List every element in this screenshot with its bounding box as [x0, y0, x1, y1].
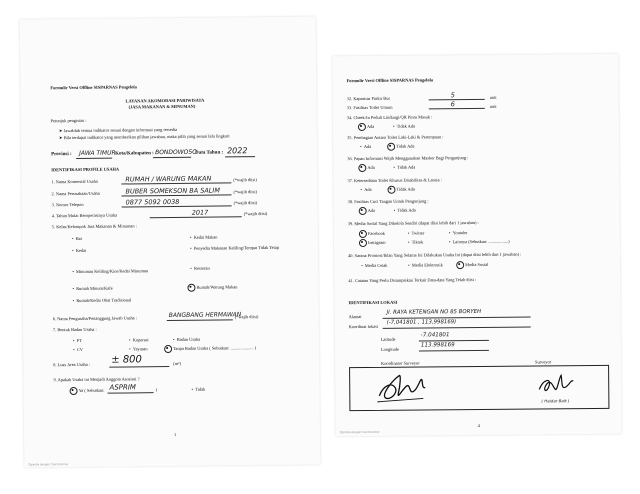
- q39-tiktok: • Tiktok: [407, 239, 424, 245]
- q35-no: Tidak Ada: [396, 143, 415, 149]
- q5-option-minuman: • Minuman Keliling/Kios/Kedai Minuman: [72, 268, 149, 275]
- q38-label: 38. Fasilitas Cuci Tangan Untuk Pengunjung :: [347, 198, 429, 205]
- form-page-1: Formulir Versi Offline SISPARNAS Pengelola LAYANAN AKOMODASI PARIWISATA (JASA MAKANAN & MINUMAN) Petunjuk pengisian : ➤ Jawablah semua indikator sesuai dengan informasi yang tersedia ➤ Bila terdapat indikator yang memberikan pilihan jawaban, maka pilih yang sesuai lalu lingkari Provinsi : JAWA TIMUR Kota/Kabupaten : BONDOWOSO Data Tahun : 2022 IDENTIFIKASI PROFILE USAHA 1. Nama Komersial Usaha RUMAH / WARUNG MAKAN (*wajib diisi) 2. Nama Perusahaan/Usaha BUBER SOMEKSON BA SALIM (*wajib diisi) 3. Nomor Telepon 0877 5092 0038 (*wajib diisi) 4. Tahun Mulai Beroperasinya Usaha 2017 (*wajib diisi) 5. Kelas/Kelompok Jasa Makanan & Minuman : • Bar • Kedai • Minuman Keliling/Kios/Kedai Minuman • Rumah Minum/Kafe • Rumah/Kedai Obat Tradisional • Kedai Makan • Penyedia Makanan Keliling/Tempat Tidak Tetap • Restoran Rumah/Warung Makan 6. Nama Pengusaha/Penanggung Jawab Usaha : BANGBANG HERMAWAN (*wajib diisi) 7. Bentuk Badan Usaha : • PT • Koperasi • Badan Usaha • CV • Yayasan Tanpa Badan Usaha ( Sebutkan: ..................... ) 8. Luas Area Usaha : ± 800 (m²) 9. Apakah Usaha ini Menjadi Anggota Asosiasi ? Ya ( Sebutkan: ASPRIM ) • Tidak 1 Dipindai dengan CamScanner: [20, 16, 321, 467]
- address-value: Jl. RAYA KETENGAN NO 85 BORYEH: [386, 308, 482, 316]
- q33-label: 33. Fasilitas Toilet Umum: [346, 104, 393, 111]
- q32-label: 32. Kapasitas Parkir Bus: [346, 95, 391, 102]
- instruction-2: ➤ Bila terdapat indikator yang memberikan pilihan jawaban, maka pilih yang sesuai lalu lingkari: [58, 133, 230, 141]
- surveyor-label: Surveyor: [535, 359, 552, 365]
- q33-value: 6: [450, 100, 455, 109]
- q34-no: • Tidak Ada: [392, 123, 415, 129]
- q36-no: • Tidak Ada: [393, 164, 416, 170]
- q1-label: 1. Nama Komersial Usaha: [51, 178, 98, 185]
- q2-label: 2. Nama Perusahaan/Usaha: [51, 190, 100, 197]
- q1-value: RUMAH / WARUNG MAKAN: [125, 174, 212, 184]
- q5-option-warung: Rumah/Warung Makan: [196, 284, 238, 290]
- surveyor-name: ( Haidar Bait ): [541, 398, 570, 404]
- section-title-location: IDENTIFIKASI LOKASI: [348, 299, 398, 306]
- form-title: LAYANAN AKOMODASI PARIWISATA: [125, 97, 205, 104]
- q37-label: 37. Ketersediaan Toilet Khusus Disabilitas & Lansia :: [347, 177, 442, 184]
- q7-option-cv: • CV: [73, 346, 83, 353]
- q40-sosial: Media Sosial: [465, 261, 489, 268]
- q7-option-pt: • PT: [73, 337, 82, 344]
- q38-yes: Ada: [367, 207, 376, 213]
- q7-selected-circle: [164, 345, 172, 353]
- q38-no: • Tidak Ada: [393, 207, 416, 213]
- section-title-profile: IDENTIFIKASI PROFILE USAHA: [51, 166, 120, 173]
- form-header: Formulir Versi Offline SISPARNAS Pengelola: [50, 84, 137, 91]
- q7-option-koperasi: • Koperasi: [128, 337, 149, 343]
- q7-option-tanpa-badan: Tanpa Badan Usaha ( Sebutkan: ..................... ): [173, 345, 257, 351]
- q3-value: 0877 5092 0038: [125, 197, 180, 207]
- q9-selected-circle: [70, 387, 78, 395]
- q7-label: 7. Bentuk Badan Usaha :: [52, 326, 97, 333]
- q5-option-bar: • Bar: [71, 235, 83, 242]
- regency-value: BONDOWOSO: [155, 148, 197, 157]
- q6-required: (*wajib diisi): [234, 314, 259, 320]
- q3-label: 3. Nomor Telepon: [51, 201, 84, 208]
- q8-label: 8. Luas Area Usaha :: [53, 361, 91, 368]
- coord-label: Koordinat lokasi: [348, 323, 379, 330]
- q40-label: 40. Sarana Promosi/Iklan Yang Selama Ini Dilakukan Usaha Ini (dapat diisi lebih dari 1 jawaban) :: [348, 251, 522, 259]
- q36-yes: Ada: [367, 164, 375, 170]
- q5-option-obat: • Rumah/Kedai Obat Tradisional: [72, 297, 132, 304]
- q6-value: BANGBANG HERMAWAN: [168, 311, 242, 320]
- regency-label: Kota/Kabupaten :: [115, 151, 154, 157]
- surveyor-coordinator-label: Koordinator Surveyor: [381, 360, 420, 366]
- latitude-label: Latitude: [380, 336, 396, 342]
- form-page-4: [332, 54, 621, 436]
- q41-label: 41. Catatan Yang Perlu Disampaikan Terkait Data-data Yang Telah diisi :: [348, 277, 477, 284]
- q32-unit: unit: [489, 94, 497, 100]
- coordinator-signature: [373, 367, 433, 408]
- latitude-value: -7.041801: [420, 332, 450, 339]
- q33-unit: unit: [489, 103, 497, 109]
- q2-value: BUBER SOMEKSON BA SALIM: [125, 186, 220, 196]
- q5-selected-circle: [187, 284, 195, 292]
- longitude-value: 113.998169: [420, 342, 455, 349]
- q4-label: 4. Tahun Mulai Beroperasinya Usaha: [51, 212, 118, 219]
- q40-cetak: • Media Cetak: [361, 262, 388, 269]
- q4-required: (*wajib diisi): [243, 210, 268, 217]
- q5-option-kedai-makan: • Kedai Makan: [189, 234, 218, 240]
- instructions-title: Petunjuk pengisian :: [50, 117, 87, 124]
- year-label: Data Tahun :: [195, 150, 224, 156]
- q8-unit: (m²): [173, 360, 181, 366]
- address-label: Alamat: [348, 314, 362, 320]
- instruction-1: ➤ Jawablah semua indikator sesuai dengan informasi yang tersedia: [58, 126, 178, 134]
- q4-value: 2017: [191, 208, 209, 217]
- q5-label: 5. Kelas/Kelompok Jasa Makanan & Minuman :: [51, 223, 137, 230]
- q39-instagram: Instagram: [367, 239, 386, 245]
- province-label: Provinsi :: [51, 152, 72, 158]
- q9-yes-value: ASPRIM: [109, 383, 136, 392]
- q39-label: 39. Media Sosial Yang Dikelola Sendiri (dapat diisi lebih dari 1 jawaban) :: [347, 219, 479, 227]
- form-subtitle: (JASA MAKANAN & MINUMAN): [128, 103, 196, 110]
- q36-label: 36. Papan Informasi Wajib Menggunakan Masker Bagi Pengunjung :: [347, 155, 469, 162]
- q9-label: 9. Apakah Usaha ini Menjadi Anggota Asosiasi ?: [53, 376, 140, 383]
- q35-yes: • Ada: [360, 143, 372, 150]
- q5-option-restoran: • Restoran: [190, 265, 210, 271]
- q39-twitter: • Twitter: [407, 230, 425, 236]
- scanner-watermark: Dipindai dengan CamScanner: [28, 462, 69, 467]
- q34-yes: Ada: [366, 123, 375, 129]
- q37-yes: • Ada: [360, 186, 372, 193]
- q9-yes: Ya ( Sebutkan:: [78, 387, 105, 393]
- q2-required: (*wajib diisi): [233, 189, 258, 195]
- q35-label: 35. Pembagian Antara Toilet Laki-Laki & Perempuan :: [347, 134, 444, 141]
- q32-value: 5: [450, 91, 455, 100]
- q1-required: (*wajib diisi): [233, 177, 257, 183]
- page-number: 1: [173, 431, 177, 437]
- q7-option-yayasan: • Yayasan: [129, 346, 148, 352]
- coord-value: (-7,041801 , 113,998169): [386, 319, 457, 326]
- q3-required: (*wajib diisi): [233, 200, 258, 206]
- q8-value: ± 800: [111, 354, 142, 366]
- q7-option-badan-usaha: • Badan Usaha: [172, 336, 201, 342]
- year-value: 2022: [227, 146, 248, 156]
- q9-no: • Tidak: [191, 386, 206, 392]
- form-header: Formulir Versi Offline SISPARNAS Pengelola: [346, 77, 434, 84]
- q37-no: Tidak Ada: [396, 186, 415, 192]
- q6-label: 6. Nama Pengusaha/Penanggung Jawab Usaha :: [52, 315, 137, 322]
- q39-youtube: • Youtube: [448, 230, 468, 236]
- page-number: 4: [477, 422, 480, 429]
- q5-option-kafe: • Rumah Minum/Kafe: [72, 285, 113, 292]
- scanner-watermark: Dipindai dengan CamScanner: [339, 429, 380, 435]
- q39-other: • Lainnya (Sebutkan: ..................): [448, 238, 510, 245]
- q39-facebook: Facebook: [367, 230, 385, 236]
- q5-option-kedai: • Kedai: [72, 247, 87, 254]
- longitude-label: Longitude: [380, 346, 399, 352]
- q40-elektronik: • Media Elektronik: [408, 262, 443, 268]
- province-value: JAWA TIMUR: [79, 149, 116, 157]
- q5-option-keliling: • Penyedia Makanan Keliling/Tempat Tidak Tetap: [190, 244, 279, 251]
- q34-label: 34. Cheek-In Peduli Lindungi/QR Pintu Masuk :: [346, 114, 433, 121]
